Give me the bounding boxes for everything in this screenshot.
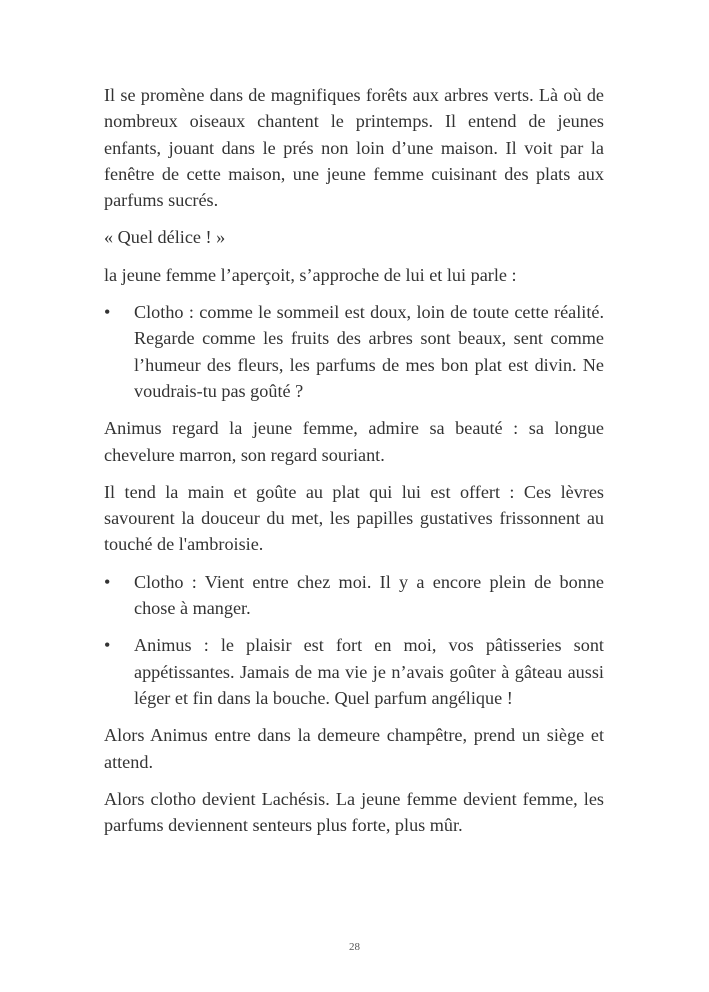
list-item-text: Clotho : Vient entre chez moi. Il y a encore plein de bonne chose à manger. [134, 571, 604, 619]
list-item-clotho-2 [104, 569, 604, 622]
paragraph-forest: Il se promène dans de magnifiques forêts aux arbres verts. Là où de nombreux oiseaux chantent le printemps. Il entend de jeunes enfants, jouant dans le prés non loin d’une maison. Il voit par la fenêtre de cette maison, une jeune femme cuisinant des plats aux parfums sucrés. [104, 85, 604, 211]
bullet-icon: • [104, 635, 111, 656]
document-page [104, 82, 604, 849]
bullet-icon: • [104, 302, 111, 323]
paragraph-woman-speaks: la jeune femme l’aperçoit, s’approche de lui et lui parle : [104, 264, 517, 285]
paragraph-tastes: Il tend la main et goûte au plat qui lui est offert : Ces lèvres savourent la douceur du met, les papilles gustatives frissonnent au touché de l'ambroisie. [104, 481, 604, 555]
paragraph-enters: Alors Animus entre dans la demeure champêtre, prend un siège et attend. [104, 725, 604, 772]
list-item-animus [104, 632, 604, 711]
list-item-text: Clotho : comme le sommeil est doux, loin de toute cette réalité. Regarde comme les fruits des arbres sont beaux, sent comme l’humeur des fleurs, les parfums de mes bon plat est divin. Ne voudrais-tu pas goûté ? [134, 302, 604, 401]
bullet-icon: • [104, 571, 111, 592]
list-item-clotho-1 [104, 299, 604, 404]
list-item-text: Animus : le plaisir est fort en moi, vos pâtisseries sont appétissantes. Jamais de ma vie je n’avais goûter à gâteau aussi léger et fin dans la bouche. Quel parfum angélique ! [134, 635, 604, 708]
paragraph-animus-admires: Animus regard la jeune femme, admire sa beauté : sa longue chevelure marron, son regard souriant. [104, 418, 604, 465]
page-number: 28 [349, 941, 360, 953]
paragraph-lachesis: Alors clotho devient Lachésis. La jeune femme devient femme, les parfums deviennent senteurs plus forte, plus mûr. [104, 788, 604, 836]
paragraph-quote: « Quel délice ! » [104, 227, 226, 248]
